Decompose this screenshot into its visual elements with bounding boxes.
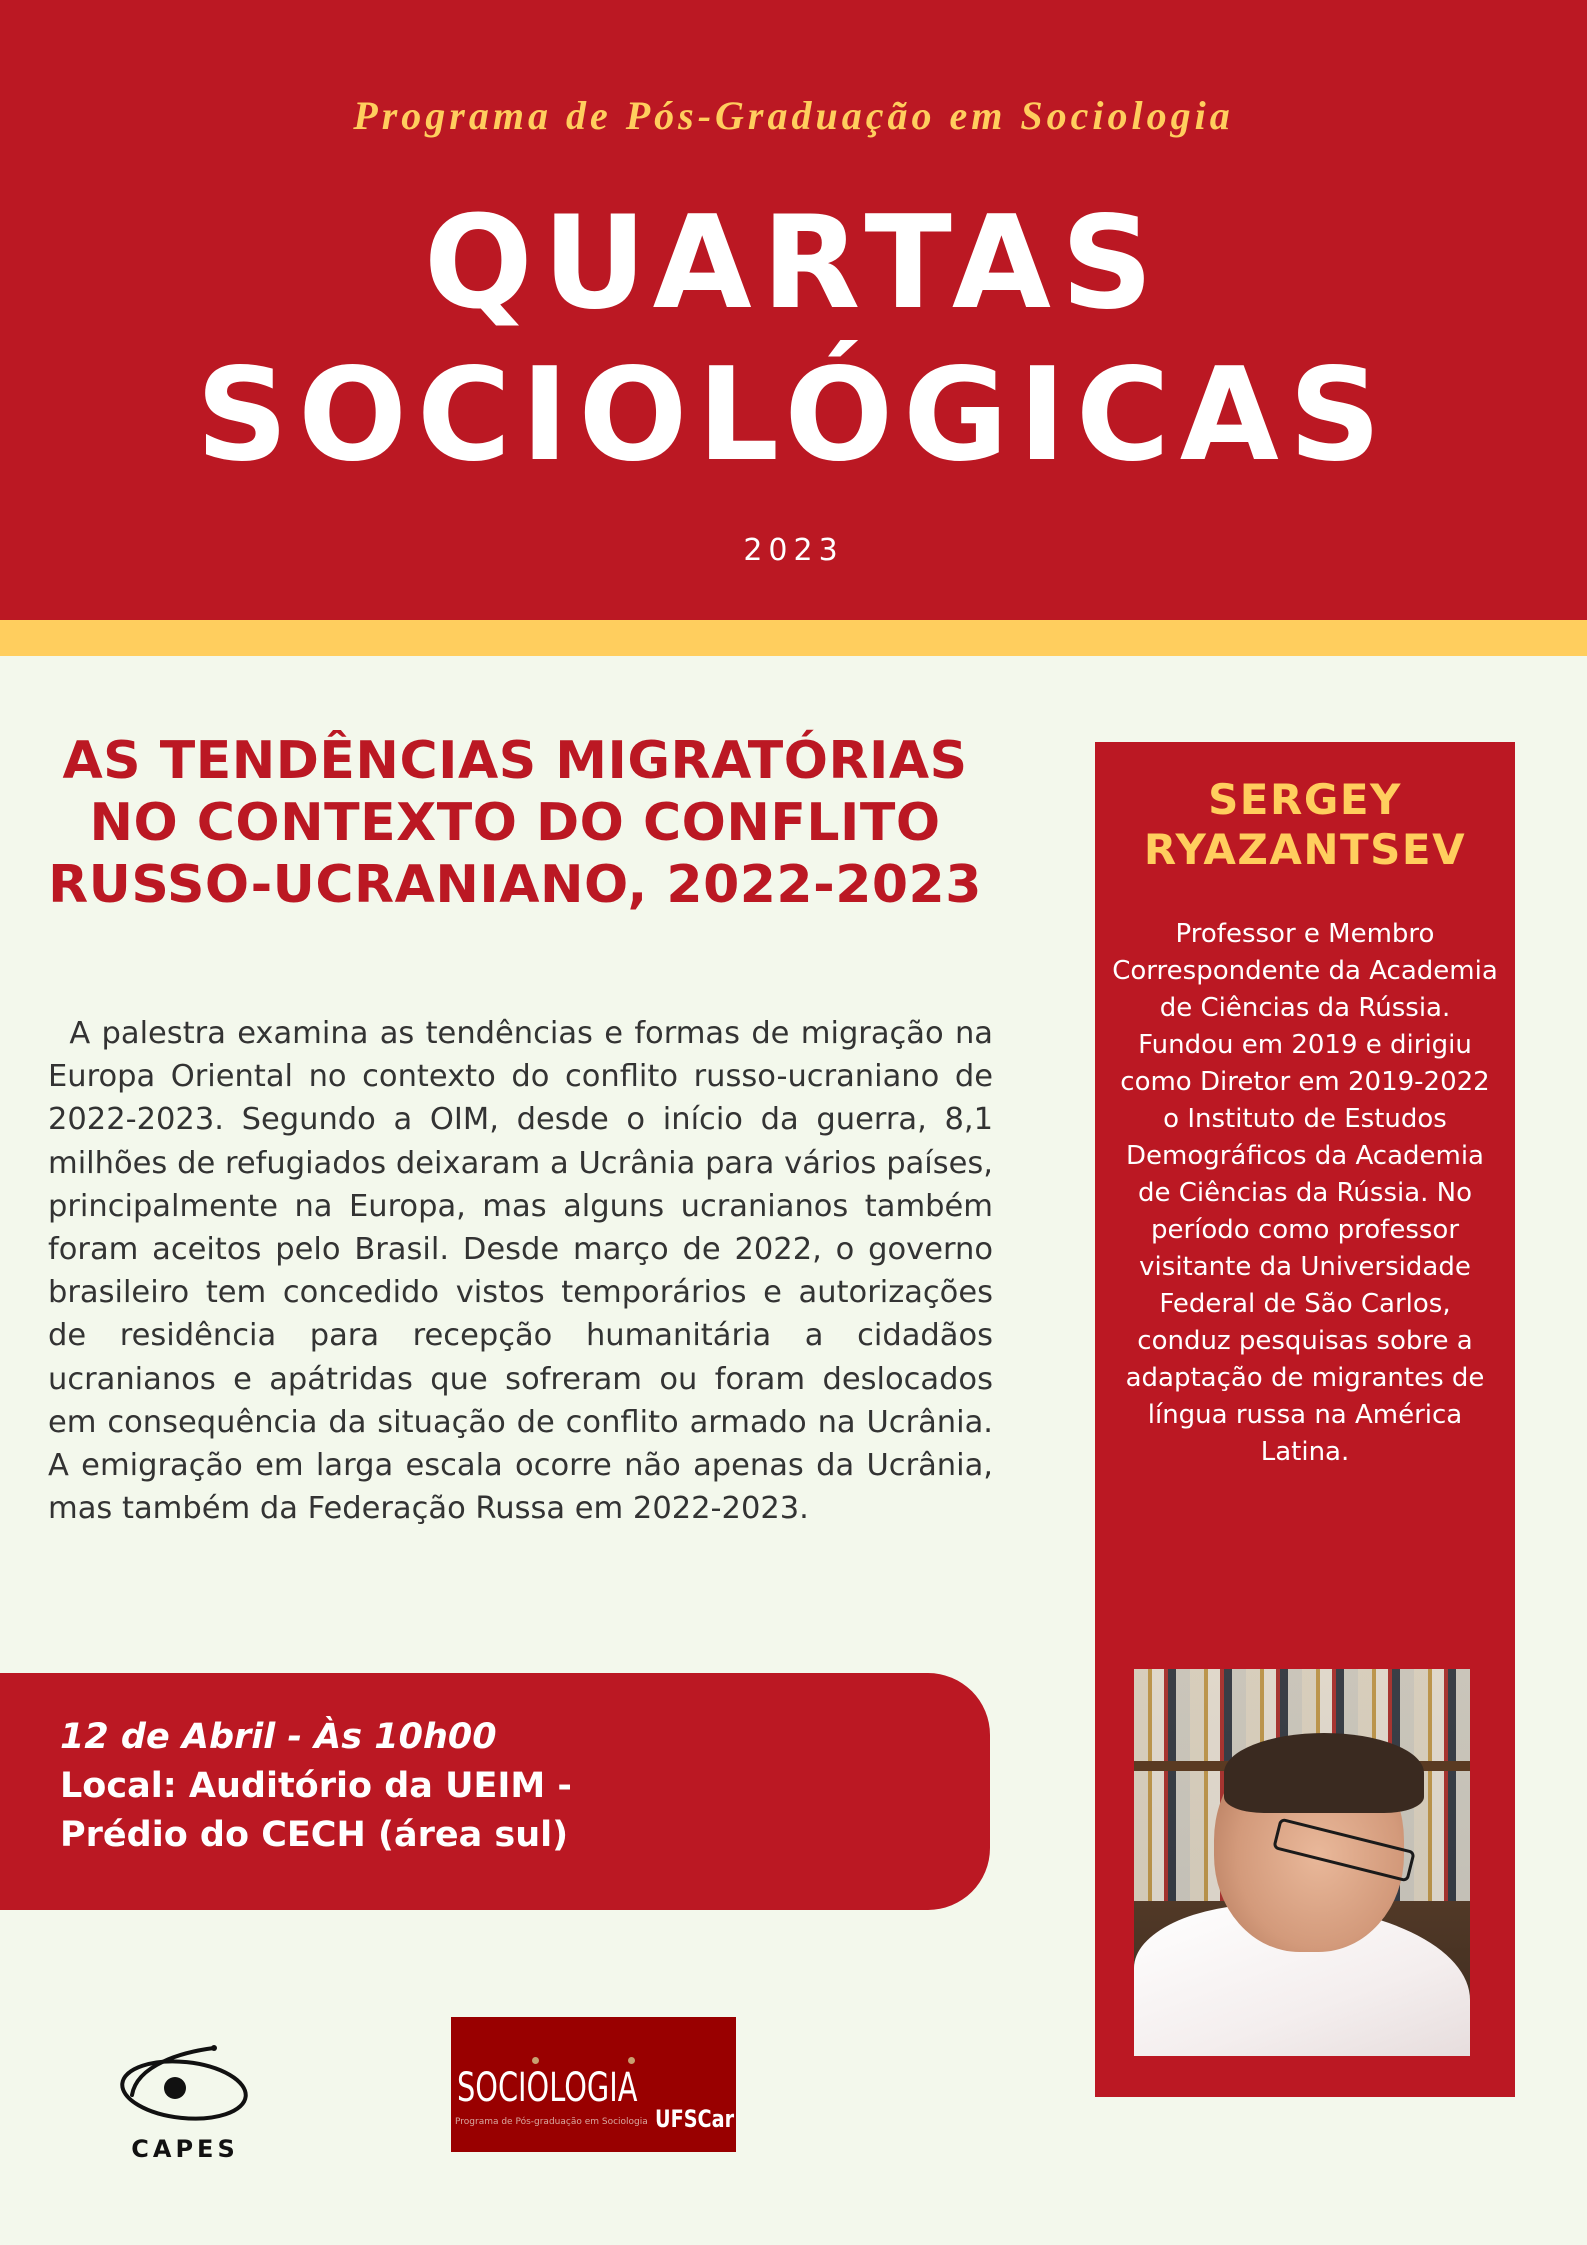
- capes-logo-text: CAPES: [131, 2135, 239, 2163]
- event-location-line2: Prédio do CECH (área sul): [60, 1815, 569, 1855]
- logo-dot: [628, 2057, 635, 2064]
- sociologia-ufscar-logo: [451, 2017, 736, 2152]
- talk-title: AS TENDÊNCIAS MIGRATÓRIAS NO CONTEXTO DO CONFLITO RUSSO-UCRANIANO, 2022-2023: [48, 731, 982, 915]
- program-subtitle: Programa de Pós-Graduação em Sociologia: [353, 93, 1234, 138]
- ufscar-wordmark: UFSCar: [655, 2105, 735, 2133]
- sociologia-subtitle: Programa de Pós-graduação em Sociologia: [455, 2117, 648, 2127]
- logo-dot: [532, 2057, 539, 2064]
- event-series-title-line1: QUARTAS: [423, 189, 1164, 338]
- sociologia-wordmark: SOCIOLOGIA: [457, 2065, 638, 2111]
- speaker-name: SERGEY RYAZANTSEV: [1143, 775, 1467, 874]
- speaker-photo: [1134, 1669, 1470, 2056]
- accent-band: [0, 620, 1587, 656]
- event-date-time: 12 de Abril - Às 10h00: [60, 1717, 497, 1757]
- capes-logo-icon: [112, 2040, 262, 2130]
- speaker-bio: Professor e Membro Correspondente da Academia de Ciências da Rússia. Fundou em 2019 e dirigiu como Diretor em 2019-2022 o Instituto de Estudos Demográficos da Academia de Ciências da Rússia. No período como professor visitante da Universidade Federal de São Carlos, conduz pesquisas sobre a adaptação de migrantes de língua russa na América Latina.: [1112, 919, 1498, 1467]
- event-location-line1: Local: Auditório da UEIM -: [60, 1766, 572, 1806]
- talk-abstract: A palestra examina as tendências e formas de migração na Europa Oriental no contexto do conflito russo-ucraniano de 2022-2023. Segundo a OIM, desde o início da guerra, 8,1 milhões de refugiados deixaram a Ucrânia para vários países, principalmente na Europa, mas alguns ucranianos também foram aceitos pelo Brasil. Desde março de 2022, o governo brasileiro tem concedido vistos temporários e autorizações de residência para recepção humanitária a cidadãos ucranianos e apátridas que sofreram ou foram deslocados em consequência da situação de conflito armado na Ucrânia. A emigração em larga escala ocorre não apenas da Ucrânia, mas também da Federação Russa em 2022-2023.: [48, 1016, 993, 1527]
- year-label: 2023: [743, 533, 844, 568]
- hair: [1224, 1733, 1424, 1813]
- event-series-title-line2: SOCIOLÓGICAS: [195, 341, 1392, 490]
